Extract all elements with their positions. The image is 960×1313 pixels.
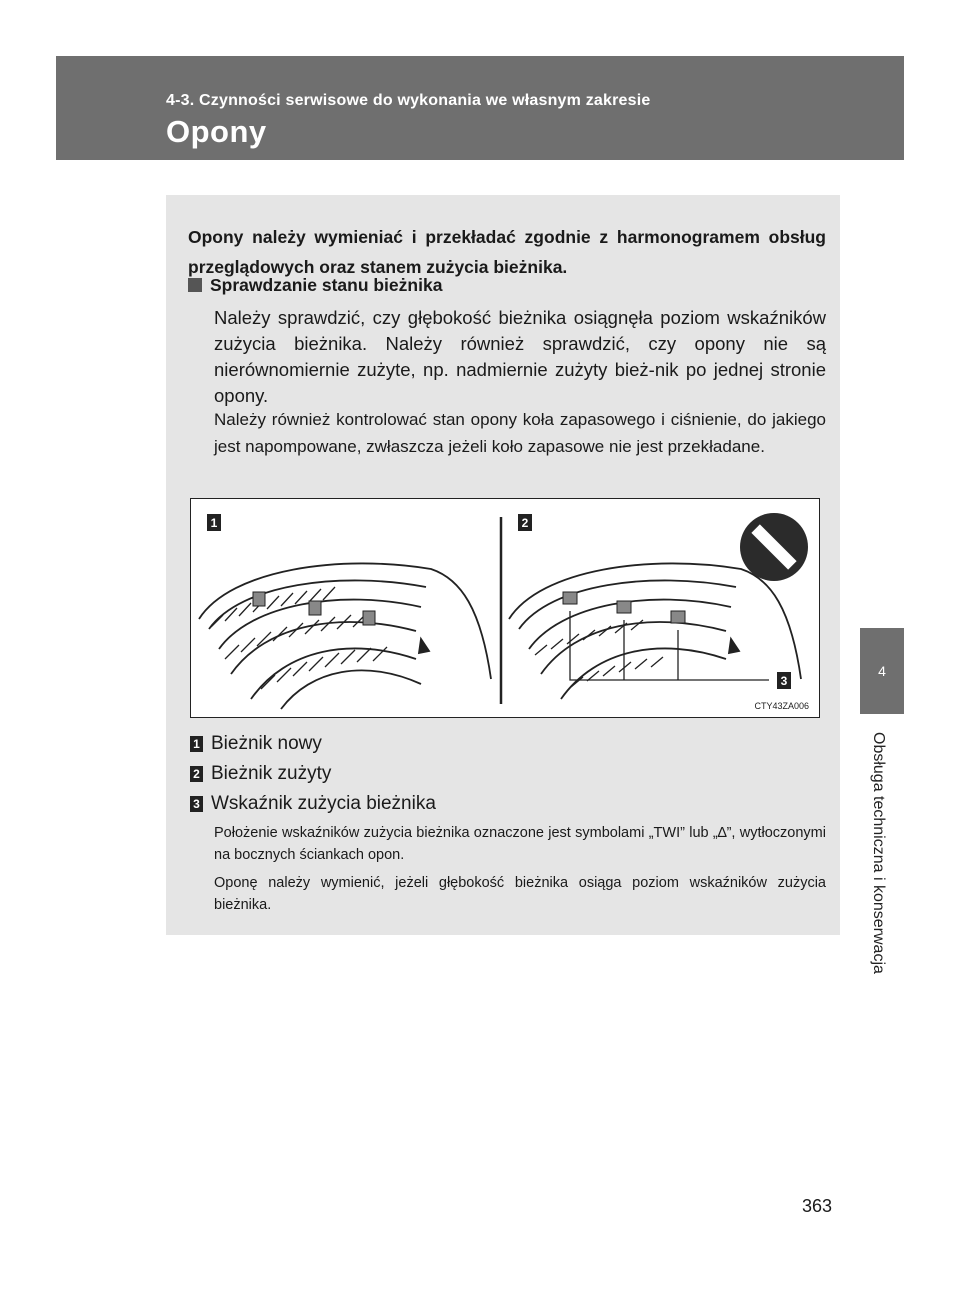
chapter-label: Obsługa techniczna i konserwacja [870,732,887,974]
square-bullet-icon [188,278,202,292]
legend-text-1: Bieżnik nowy [211,733,322,754]
legend-item-3 [190,793,436,815]
tire-new [199,563,491,709]
tire-worn [509,563,801,699]
subheading-text: Sprawdzanie stanu bieżnika [210,275,443,295]
legend-item-1 [190,733,322,755]
legend-badge-2: 2 [190,766,203,782]
figure-code: CTY43ZA006 [754,701,809,711]
legend-item-2 [190,763,331,785]
page-header [56,56,904,160]
figure-badge-1-label: 1 [210,516,218,530]
paragraph-spare-tire: Należy również kontrolować stan opony koła zapasowego i ciśnienie, do jakiego jest napompowane, zwłaszcza jeżeli koło zapasowe nie jest przekładane. [214,410,826,456]
tread-illustration [191,499,819,717]
paragraph-tread-check: Należy sprawdzić, czy głębokość bieżnika osiągnęła poziom wskaźników zużycia bieżnika. Należy również sprawdzić, czy opony nie są nierównomiernie zużyte, np. nadmiernie zużyty bież-nik po jednej stronie opony. [214,307,826,406]
chapter-tab: 4 [860,628,904,714]
intro-text: Opony należy wymieniać i przekładać zgodnie z harmonogramem obsług przeglądowych oraz stanem zużycia bieżnika. [188,227,826,277]
tread-figure [190,498,820,718]
no-entry-icon [740,513,808,581]
legend-text-3: Wskaźnik zużycia bieżnika [211,793,436,814]
section-title: 4-3. Czynności serwisowe do wykonania we własnym zakresie [166,92,651,109]
legend-text-2: Bieżnik zużyty [211,763,332,784]
figure-badge-2-label: 2 [521,516,529,530]
legend-badge-1: 1 [190,736,203,752]
page-number: 363 [802,1196,833,1216]
legend-badge-3: 3 [190,796,203,812]
note-replace: Oponę należy wymienić, jeżeli głębokość bieżnika osiąga poziom wskaźników zużycia bieżnika. [214,875,826,913]
subheading [188,275,442,296]
note-twi: Położenie wskaźników zużycia bieżnika oznaczone jest symbolami „TWI” lub „∆”, wytłoczonymi na bocznych ściankach opon. [214,825,826,863]
page-title: Opony [166,114,267,149]
figure-badge-3-label: 3 [780,674,788,688]
